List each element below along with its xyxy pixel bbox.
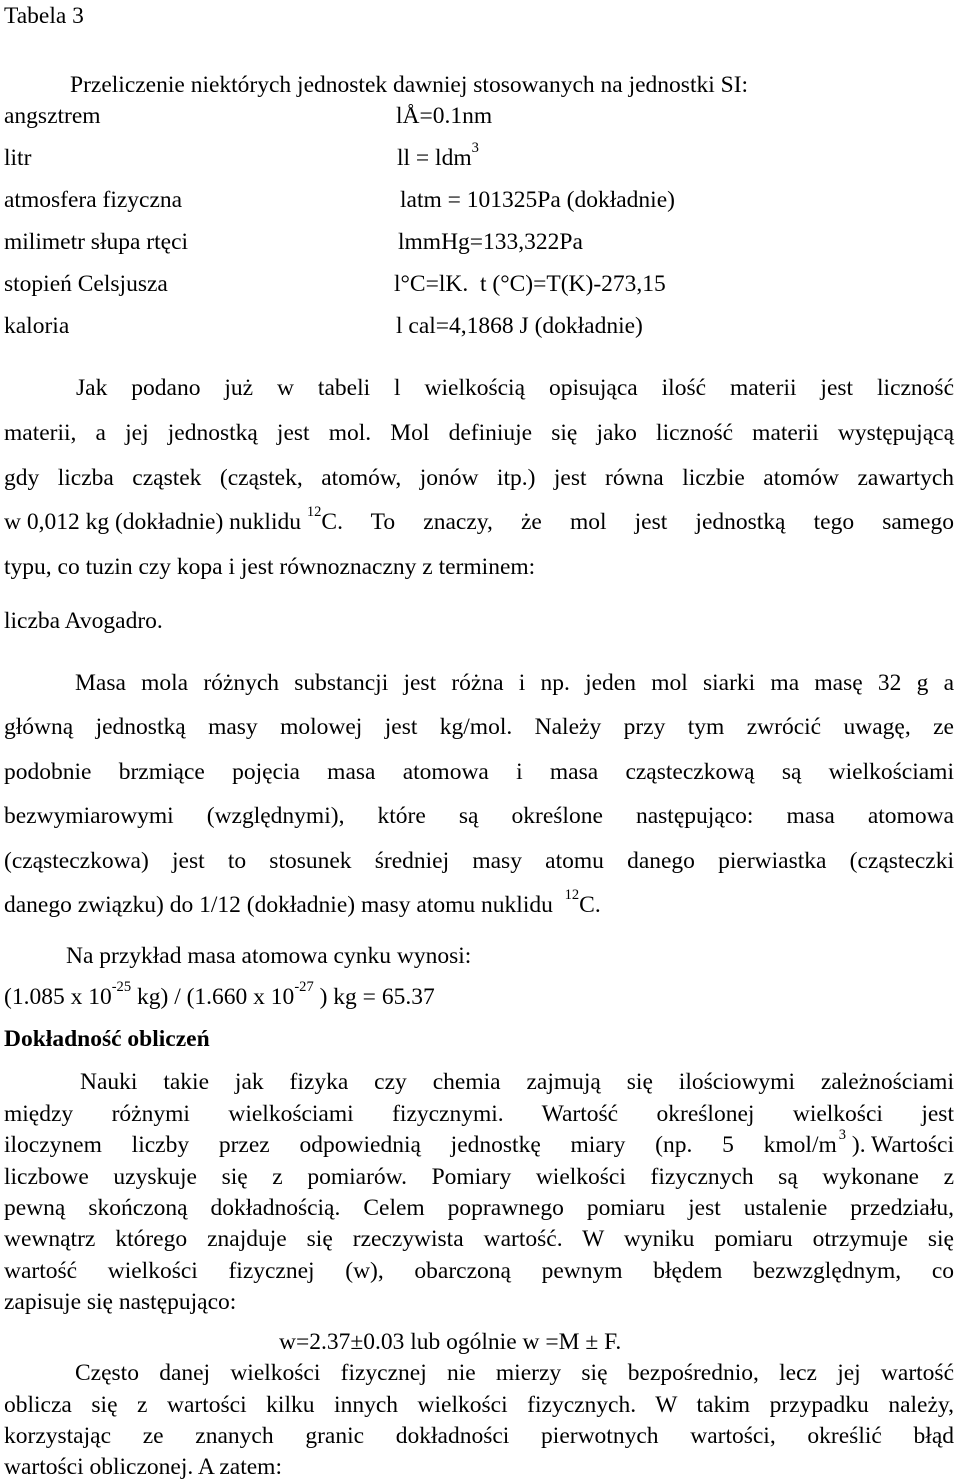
superscript: 12 [564, 887, 580, 903]
text-line: oblicza się z wartości kilku innych wielkości fizycznych. W takim przypadku należy, [4, 1392, 954, 1418]
unit-value: lÅ=0.1nm [396, 103, 493, 129]
text-segment: iloczynem liczby przez odpowiednią jednostkę miary (np. 5 kmol/m [4, 1132, 837, 1158]
text-line: wartość wielkości fizycznej (w), obarczoną pewnym błędem bezwzględnym, co [4, 1258, 954, 1284]
text-line: (cząsteczkowa) jest to stosunek średniej masy atomu danego pierwiastka (cząsteczki [4, 848, 954, 874]
text-line: Masa mola różnych substancji jest różna i np. jeden mol siarki ma masę 32 g a [75, 670, 954, 696]
text-line: gdy liczba cząstek (cząstek, atomów, jonów itp.) jest równa liczbie atomów zawartych [4, 465, 954, 491]
unit-name: atmosfera fizyczna [4, 187, 183, 213]
text-line: pewną skończoną dokładnością. Celem poprawnego pomiaru jest ustalenie przedziału, [4, 1195, 954, 1221]
conversion-intro: Przeliczenie niektórych jednostek dawniej stosowanych na jednostki SI: [70, 72, 749, 98]
formula-part: kg) / (1.660 x 10 [131, 984, 295, 1010]
superscript: 3 [838, 1127, 847, 1143]
error-formula: w=2.37±0.03 lub ogólnie w =M ± F. [279, 1329, 622, 1355]
unit-value: l cal=4,1868 J (dokładnie) [396, 313, 643, 339]
table-label: Tabela 3 [4, 3, 84, 29]
text-segment [4, 504, 322, 535]
text-line: Często danej wielkości fizycznej nie mierzy się bezpośrednio, lecz jej wartość [75, 1360, 954, 1386]
unit-name: angsztrem [4, 103, 101, 129]
section-heading: Dokładność obliczeń [4, 1026, 210, 1052]
text-line: wewnątrz którego znajduje się rzeczywista wartość. W wyniku pomiaru otrzymuje się [4, 1226, 954, 1252]
text-fragment: C. [579, 892, 601, 918]
text-line: korzystając ze znanych granic dokładności pierwotnych wartości, określić błąd [4, 1423, 954, 1449]
text-line: podobnie brzmiące pojęcia masa atomowa i masa cząsteczkową są wielkościami [4, 759, 954, 785]
unit-value: lmmHg=133,322Pa [398, 229, 583, 255]
text-segment: C. To znaczy, że mol jest jednostką tego samego [321, 509, 954, 535]
text-line: liczba Avogadro. [4, 608, 163, 634]
formula-part: ) kg = 65.37 [313, 984, 435, 1010]
text-line: liczbowe uzyskuje się z pomiarów. Pomiary wielkości fizycznych są wykonane z [4, 1164, 954, 1190]
superscript: -25 [111, 979, 132, 995]
text-line: Nauki takie jak fizyka czy chemia zajmują się ilościowymi zależnościami [80, 1069, 954, 1095]
text-line: między różnymi wielkościami fizycznymi. Wartość określonej wielkości jest [4, 1101, 954, 1127]
text-line [4, 887, 601, 918]
text-line: materii, a jej jednostką jest mol. Mol definiuje się jako liczność materii występującą [4, 420, 954, 446]
text-line: bezwymiarowymi (względnymi), które są określone następująco: masa atomowa [4, 803, 954, 829]
unit-value: l°C=lK. t (°C)=T(K)-273,15 [394, 271, 666, 297]
text-line: typu, co tuzin czy kopa i jest równoznaczny z terminem: [4, 554, 536, 580]
unit-value [397, 140, 479, 171]
text-line: zapisuje się następująco: [4, 1289, 237, 1315]
superscript: 12 [306, 504, 322, 520]
unit-name: stopień Celsjusza [4, 271, 168, 297]
unit-name: kaloria [4, 313, 70, 339]
superscript: -27 [294, 979, 314, 995]
unit-name: litr [4, 145, 32, 171]
text-segment: ). Wartości [846, 1132, 954, 1158]
text-line [4, 1127, 954, 1158]
example-formula [4, 979, 435, 1010]
unit-value-text: ll = ldm [397, 145, 472, 171]
formula-part: (1.085 x 10 [4, 984, 112, 1010]
text-fragment: danego związku) do 1/12 (dokładnie) masy atomu nuklidu [4, 892, 553, 918]
text-fragment: w 0,012 kg (dokładnie) nuklidu [4, 509, 301, 535]
unit-value: latm = 101325Pa (dokładnie) [400, 187, 675, 213]
text-line [4, 504, 954, 535]
text-line: Jak podano już w tabeli l wielkością opisująca ilość materii jest liczność [76, 375, 954, 401]
unit-value-sup: 3 [471, 140, 479, 156]
text-line: główną jednostką masy molowej jest kg/mol. Należy przy tym zwrócić uwagę, ze [4, 714, 954, 740]
example-intro: Na przykład masa atomowa cynku wynosi: [66, 943, 472, 969]
text-line: wartości obliczonej. A zatem: [4, 1454, 282, 1480]
unit-name: milimetr słupa rtęci [4, 229, 189, 255]
